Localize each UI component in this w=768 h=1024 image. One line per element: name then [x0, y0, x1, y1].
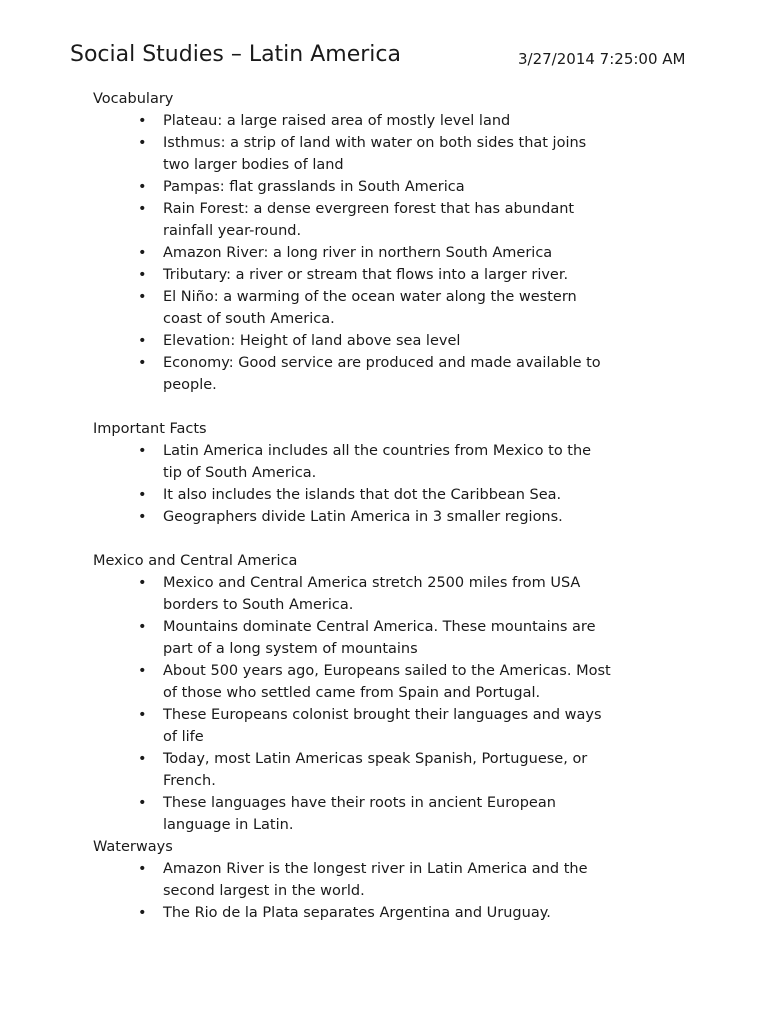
- bullet-icon: •: [138, 267, 147, 283]
- list-item-text: Amazon River: a long river in northern South America: [163, 245, 553, 261]
- list-item: [93, 660, 693, 704]
- list-item-text: These languages have their roots in ancient European language in Latin.: [163, 795, 556, 833]
- bullet-icon: •: [138, 663, 147, 679]
- document-title: Social Studies – Latin America: [70, 42, 401, 67]
- document-body: [93, 88, 693, 924]
- list-item: [93, 110, 693, 132]
- list-item-text: These Europeans colonist brought their languages and ways of life: [163, 707, 602, 745]
- bullet-icon: •: [138, 751, 147, 767]
- list-item-text: Plateau: a large raised area of mostly level land: [163, 113, 511, 129]
- section-heading: Vocabulary: [93, 91, 174, 107]
- list-item: [93, 858, 693, 902]
- list-item: [93, 902, 693, 924]
- list-item: [93, 506, 693, 528]
- list-item: [93, 572, 693, 616]
- bullet-icon: •: [138, 135, 147, 151]
- list-item-text: Geographers divide Latin America in 3 smaller regions.: [163, 509, 563, 525]
- list-item-text: Amazon River is the longest river in Latin America and the second largest in the world.: [163, 861, 588, 899]
- list-item-text: El Niño: a warming of the ocean water along the western coast of south America.: [163, 289, 577, 327]
- list-item-text: Today, most Latin Americas speak Spanish, Portuguese, or French.: [163, 751, 588, 789]
- bullet-icon: •: [138, 509, 147, 525]
- bullet-icon: •: [138, 245, 147, 261]
- bullet-icon: •: [138, 619, 147, 635]
- list-item: [93, 198, 693, 242]
- bullet-icon: •: [138, 201, 147, 217]
- list-item: [93, 132, 693, 176]
- bullet-list: [93, 110, 693, 396]
- bullet-icon: •: [138, 443, 147, 459]
- list-item: [93, 330, 693, 352]
- list-item: [93, 176, 693, 198]
- list-item-text: Tributary: a river or stream that flows into a larger river.: [163, 267, 569, 283]
- bullet-icon: •: [138, 795, 147, 811]
- bullet-list: [93, 858, 693, 924]
- bullet-icon: •: [138, 861, 147, 877]
- list-item: [93, 242, 693, 264]
- section-heading: Waterways: [93, 839, 173, 855]
- bullet-icon: •: [138, 905, 147, 921]
- list-item: [93, 352, 693, 396]
- section-mexico-central-america: [93, 550, 693, 836]
- list-item-text: The Rio de la Plata separates Argentina and Uruguay.: [163, 905, 551, 921]
- bullet-icon: •: [138, 333, 147, 349]
- list-item: [93, 440, 693, 484]
- bullet-icon: •: [138, 707, 147, 723]
- section-important-facts: [93, 418, 693, 528]
- list-item-text: Pampas: flat grasslands in South America: [163, 179, 465, 195]
- section-heading: Important Facts: [93, 421, 207, 437]
- document-timestamp: 3/27/2014 7:25:00 AM: [518, 50, 686, 68]
- bullet-icon: •: [138, 355, 147, 371]
- bullet-icon: •: [138, 487, 147, 503]
- list-item-text: Mountains dominate Central America. These mountains are part of a long system of mountains: [163, 619, 596, 657]
- list-item-text: Economy: Good service are produced and made available to people.: [163, 355, 601, 393]
- list-item: [93, 792, 693, 836]
- bullet-icon: •: [138, 179, 147, 195]
- bullet-list: [93, 572, 693, 836]
- list-item: [93, 484, 693, 506]
- list-item-text: Mexico and Central America stretch 2500 miles from USA borders to South America.: [163, 575, 581, 613]
- list-item-text: Elevation: Height of land above sea level: [163, 333, 461, 349]
- section-vocabulary: [93, 88, 693, 396]
- list-item-text: Rain Forest: a dense evergreen forest that has abundant rainfall year-round.: [163, 201, 575, 239]
- bullet-icon: •: [138, 289, 147, 305]
- bullet-icon: •: [138, 575, 147, 591]
- list-item: [93, 704, 693, 748]
- bullet-icon: •: [138, 113, 147, 129]
- list-item: [93, 264, 693, 286]
- list-item: [93, 748, 693, 792]
- section-heading: Mexico and Central America: [93, 553, 298, 569]
- list-item: [93, 616, 693, 660]
- section-waterways: [93, 836, 693, 924]
- bullet-list: [93, 440, 693, 528]
- list-item-text: It also includes the islands that dot the Caribbean Sea.: [163, 487, 562, 503]
- list-item-text: Isthmus: a strip of land with water on both sides that joins two larger bodies of land: [163, 135, 587, 173]
- list-item-text: About 500 years ago, Europeans sailed to the Americas. Most of those who settled came from Spain and Portugal.: [163, 663, 611, 701]
- list-item-text: Latin America includes all the countries from Mexico to the tip of South America.: [163, 443, 592, 481]
- list-item: [93, 286, 693, 330]
